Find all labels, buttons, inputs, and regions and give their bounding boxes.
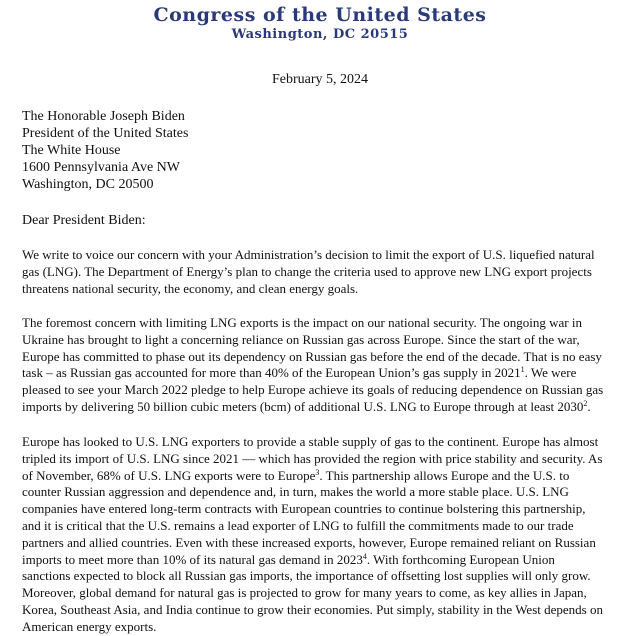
paragraph-line: counter Russian aggression and dependence and, in turn, makes the world a more stable place. U.S. LNG: [22, 484, 569, 500]
paragraph-line: [22, 365, 622, 382]
line-text: . This partnership allows Europe and the U.S. to: [319, 467, 570, 483]
address-line: Washington, DC 20500: [22, 177, 154, 192]
address-line: 1600 Pennsylvania Ave NW: [22, 160, 180, 175]
letterhead-title: Congress of the United States: [153, 4, 487, 26]
paragraph-line: companies have entered long-term contracts with European countries to continue bolstering this partnership,: [22, 501, 586, 517]
line-text: task – as Russian gas accounted for more than 40% of the European Union’s gas supply in 2021: [22, 365, 521, 381]
paragraph-line: Ukraine has brought to light a concerning reliance on Russian gas across Europe. Since the start of the war,: [22, 331, 580, 347]
paragraph-line: Moreover, global demand for natural gas is projected to grow for many years to come, as key allies in Japan,: [22, 585, 587, 601]
paragraph-line: Europe has committed to phase out its dependency on Russian gas before the end of the decade. That is no easy: [22, 348, 602, 364]
paragraph-line: tripled its import of U.S. LNG since 2021 — which has provided the region with price stability and security. As: [22, 450, 603, 466]
paragraph-line: Korea, Southeast Asia, and India continue to grow their economies. Put simply, stability in the West depends on: [22, 601, 603, 617]
paragraph-line: [22, 399, 622, 416]
footnote-ref: 2: [583, 398, 588, 408]
address-line: President of the United States: [22, 126, 189, 141]
paragraph-line: gas (LNG). The Department of Energy’s plan to change the criteria used to approve new LNG export projects: [22, 263, 592, 279]
line-text: . With forthcoming European Union: [366, 551, 555, 567]
paragraph-line: [22, 552, 622, 569]
footnote-ref: 4: [362, 551, 367, 561]
address-line: The Honorable Joseph Biden: [22, 109, 185, 124]
paragraph-line: The foremost concern with limiting LNG exports is the impact on our national security. The ongoing war in: [22, 315, 582, 330]
line-text: of November, 68% of U.S. LNG exports were to Europe: [22, 467, 316, 483]
letterhead-subtitle: Washington, DC 20515: [231, 27, 409, 42]
paragraph-line: Europe has looked to U.S. LNG exporters to provide a stable supply of gas to the continent. Europe has almost: [22, 434, 599, 449]
line-text: imports to meet more than 10% of its natural gas demand in 2023: [22, 551, 363, 567]
paragraph-line: pleased to see your March 2022 pledge to help Europe achieve its goals of reducing dependence on Russian gas: [22, 382, 604, 398]
recipient-address: [22, 108, 188, 193]
footnote-ref: 1: [520, 365, 525, 375]
paragraph-line: American energy exports.: [22, 618, 157, 634]
paragraph-line: partners and allied countries. Even with these increased exports, however, Europe remained reliant on Russian: [22, 534, 596, 550]
letter-date: February 5, 2024: [271, 72, 369, 87]
paragraph-1: [22, 247, 622, 297]
salutation: Dear President Biden:: [22, 213, 146, 228]
paragraph-3: [22, 434, 622, 636]
paragraph-line: sanctions expected to block all Russian gas imports, the importance of offsetting lost supplies will only grow.: [22, 568, 591, 584]
line-text: imports by delivering 50 billion cubic meters (bcm) of additional U.S. LNG to Europe through at least 2030: [22, 398, 584, 414]
paragraph-line: and it is critical that the U.S. remains a lead exporter of LNG to fulfill the commitments made to our trade: [22, 517, 574, 533]
paragraph-line: threatens national security, the economy, and clean energy goals.: [22, 280, 359, 296]
paragraph-line: [22, 468, 622, 485]
address-line: The White House: [22, 143, 121, 158]
paragraph-line: We write to voice our concern with your Administration’s decision to limit the export of U.S. liquefied natural: [22, 247, 595, 262]
line-text: . We were: [524, 365, 577, 381]
line-text: .: [587, 398, 591, 414]
footnote-ref: 3: [315, 467, 320, 477]
paragraph-2: [22, 315, 622, 416]
